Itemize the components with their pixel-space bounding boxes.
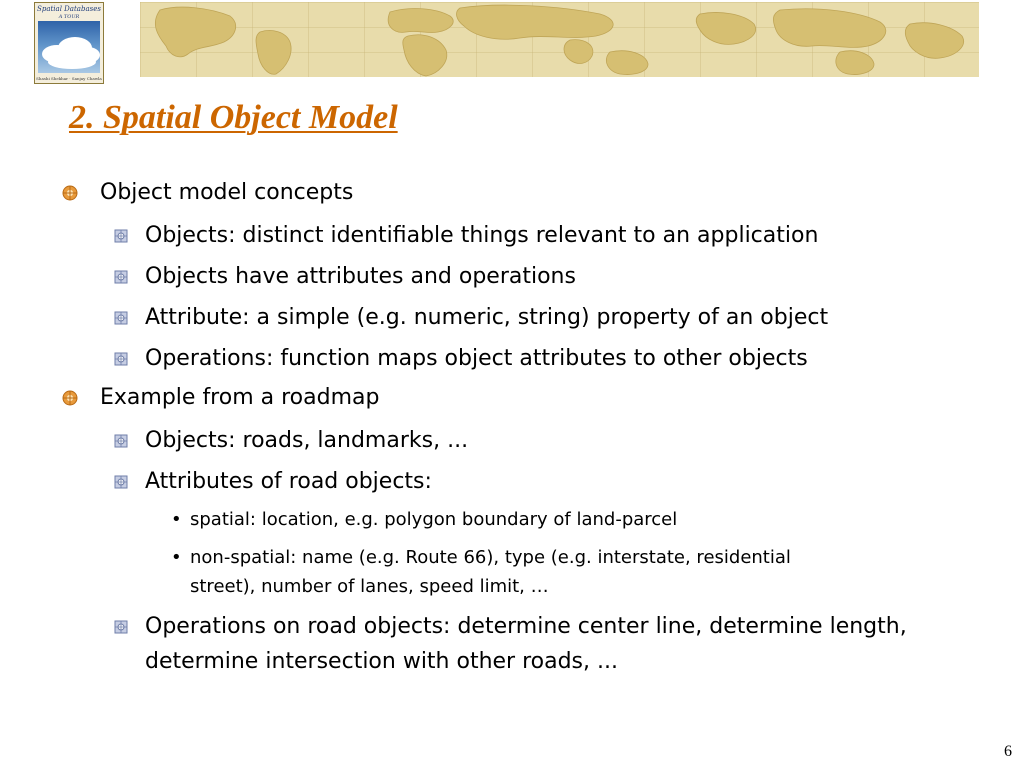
- bullet-level2-item: [145, 609, 945, 679]
- dot-bullet: •: [171, 547, 182, 568]
- bullet-text: Example from a roadmap: [100, 385, 380, 410]
- bullet-text: Objects: roads, landmarks, ...: [145, 428, 469, 453]
- page-number: 6: [1004, 743, 1012, 760]
- bullet-level2-item: [145, 423, 945, 458]
- sunburst-bullet-icon: [62, 390, 78, 406]
- square-target-bullet-icon: [114, 352, 128, 366]
- bullet-text: Objects have attributes and operations: [145, 264, 576, 289]
- square-target-bullet-icon: [114, 229, 128, 243]
- square-target-bullet-icon: [114, 311, 128, 325]
- slide-title: 2. Spatial Object Model: [69, 99, 398, 136]
- bullet-level2-item: [145, 218, 945, 253]
- sunburst-bullet-icon: [62, 185, 78, 201]
- bullet-level3-item: [171, 505, 840, 534]
- bullet-text: Operations on road objects: determine center line, determine length, determine intersection with other roads, ...: [145, 614, 907, 674]
- bullet-text: Attribute: a simple (e.g. numeric, string) property of an object: [145, 305, 829, 330]
- world-map-icon: [140, 2, 979, 77]
- bullet-text: non-spatial: name (e.g. Route 66), type (e.g. interstate, residential street), number of lanes, speed limit, …: [190, 547, 791, 597]
- bullet-text: spatial: location, e.g. polygon boundary of land-parcel: [190, 509, 678, 530]
- book-cover-title: [35, 5, 103, 21]
- bullet-level2-item: [145, 259, 945, 294]
- book-cover-sky: [38, 21, 100, 73]
- square-target-bullet-icon: [114, 434, 128, 448]
- bullet-text: Operations: function maps object attributes to other objects: [145, 346, 808, 371]
- square-target-bullet-icon: [114, 475, 128, 489]
- bullet-level2-item: [145, 341, 945, 376]
- bullet-level1-item: [100, 382, 379, 414]
- dot-bullet: •: [171, 509, 182, 530]
- book-cover-title-line1: Spatial Databases: [37, 5, 101, 13]
- bullet-level3-item: [171, 543, 840, 601]
- world-map-banner: [140, 2, 979, 77]
- book-cover-title-line2: A TOUR: [58, 14, 80, 20]
- book-cover-image: [34, 2, 104, 84]
- bullet-text: Object model concepts: [100, 180, 354, 205]
- bullet-level2-item: [145, 464, 945, 499]
- bullet-level2-item: [145, 300, 945, 335]
- book-cover-authors: Shashi Shekhar · Sanjay Chawla: [36, 76, 102, 81]
- bullet-text: Attributes of road objects:: [145, 469, 432, 494]
- square-target-bullet-icon: [114, 270, 128, 284]
- bullet-level1-item: [100, 177, 353, 209]
- bullet-text: Objects: distinct identifiable things relevant to an application: [145, 223, 819, 248]
- square-target-bullet-icon: [114, 620, 128, 634]
